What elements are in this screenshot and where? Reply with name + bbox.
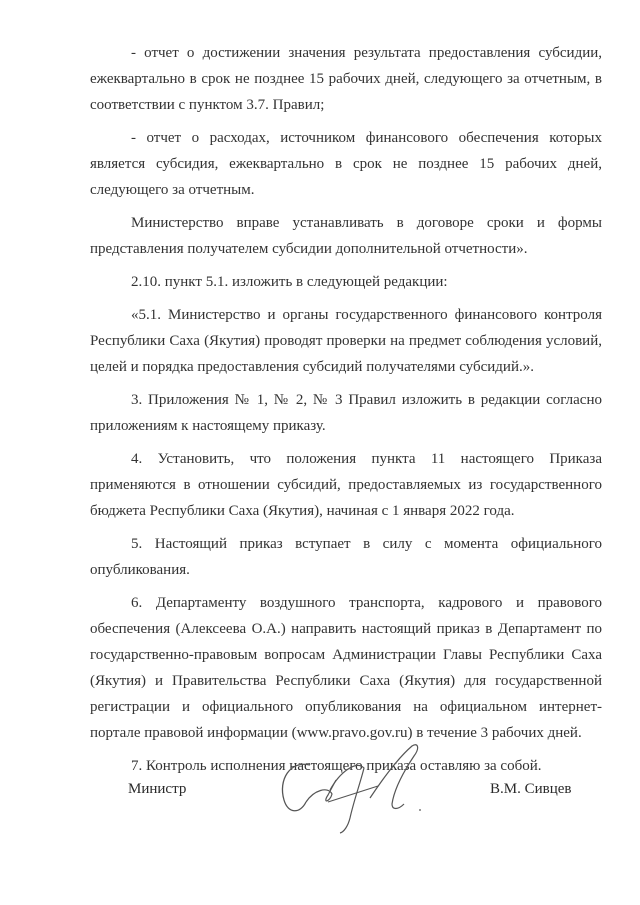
- paragraph-report-result: - отчет о достижении значения результата предоставления субсидии, ежеквартально в срок не позднее 15 рабочих дней, следующего за отчетным, в соответствии с пунктом 3.7. Правил;: [90, 45, 602, 113]
- paragraph-item-2-10: 2.10. пункт 5.1. изложить в следующей редакции:: [131, 274, 448, 290]
- handwritten-signature: [270, 740, 440, 835]
- signature-block: [0, 740, 640, 850]
- document-body: [90, 40, 602, 786]
- paragraph-report-expenses: - отчет о расходах, источником финансового обеспечения которых является субсидия, ежеквартально в срок не позднее 15 рабочих дней, следующего за отчетным.: [90, 130, 602, 198]
- signatory-title: Министр: [128, 781, 187, 797]
- paragraph-ministry-rights: Министерство вправе устанавливать в договоре сроки и формы представления получателем субсидии дополнительной отчетности».: [90, 215, 602, 257]
- paragraph-item-6: 6. Департаменту воздушного транспорта, кадрового и правового обеспечения (Алексеева О.А.) направить настоящий приказ в Департамент по государственно-правовым вопросам Администрации Главы Республики Саха (Якутия) и Правительства Республики Саха (Якутия) для государственной регистрации и официального опубликования на официальном интернет-портале правовой информации (www.pravo.gov.ru) в течение 3 рабочих дней.: [90, 595, 602, 741]
- paragraph-item-5-1: «5.1. Министерство и органы государственного финансового контроля Республики Саха (Якутия) проводят проверки на предмет соблюдения условий, целей и порядка предоставления субсидий получателями субсидий.».: [90, 307, 602, 375]
- paragraph-item-4: 4. Установить, что положения пункта 11 настоящего Приказа применяются в отношении субсидий, предоставляемых из государственного бюджета Республики Саха (Якутия), начиная с 1 января 2022 года.: [90, 451, 602, 519]
- signatory-name: В.М. Сивцев: [490, 781, 572, 797]
- paragraph-item-7: 7. Контроль исполнения настоящего приказа оставляю за собой.: [131, 758, 542, 774]
- paragraph-item-3: 3. Приложения № 1, № 2, № 3 Правил изложить в редакции согласно приложениям к настоящему приказу.: [90, 392, 602, 434]
- paragraph-item-5: 5. Настоящий приказ вступает в силу с момента официального опубликования.: [90, 536, 602, 578]
